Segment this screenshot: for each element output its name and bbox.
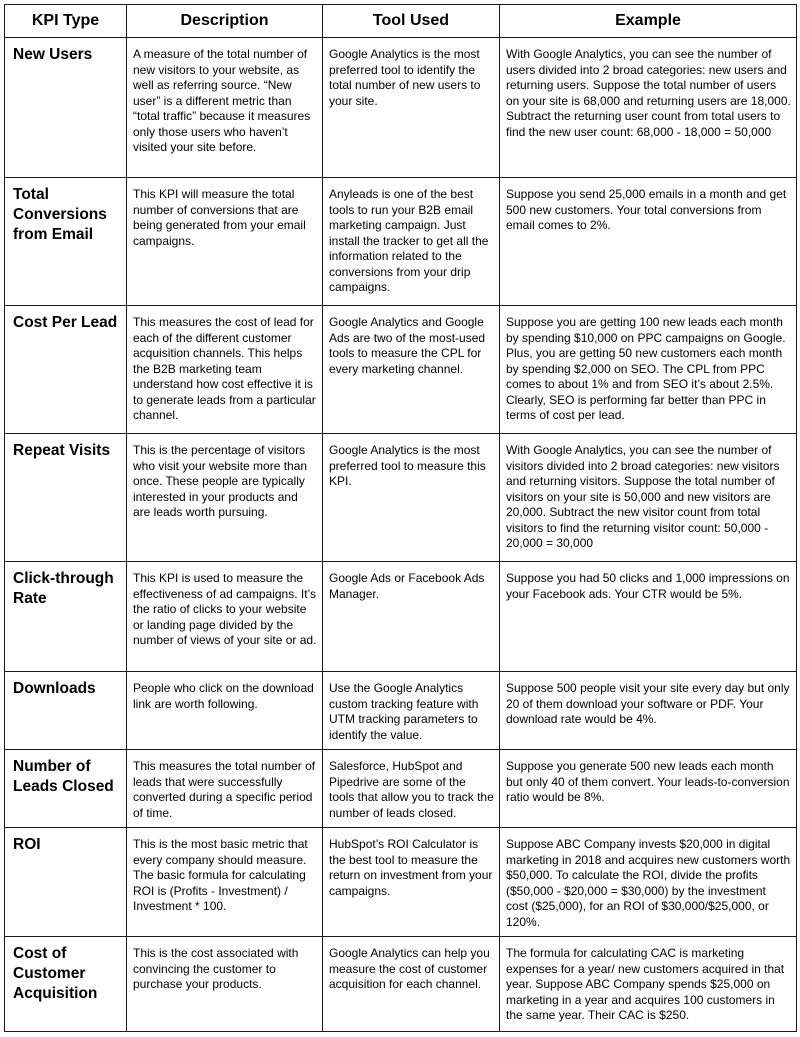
tool-used-cell: Anyleads is one of the best tools to run your B2B email marketing campaign. Just install the tracker to get all the information related to the conversions from your drip campaigns. [323,178,500,306]
table-row [5,38,797,178]
table-row [5,178,797,306]
kpi-type-cell: Cost Per Lead [5,306,127,434]
description-cell: This is the percentage of visitors who visit your website more than once. These people are typically interested in your products and are leads worth pursuing. [127,434,323,562]
example-cell: With Google Analytics, you can see the number of users divided into 2 broad categories: new users and returning users. Suppose the total number of users on your site is 68,000 and returning users are 18,000. Subtract the returning user count from total users to find the new user count: 68,000 - 18,000 = 50,000 [500,38,797,178]
example-cell: With Google Analytics, you can see the number of visitors divided into 2 broad categories: new visitors and returning visitors. Suppose the total number of visitors on your site is 50,000 and new visitors are 20,000. Subtract the new visitor count from total visitors to find the returning visitor count: 50,000 - 20,000 = 30,000 [500,434,797,562]
tool-used-cell: Salesforce, HubSpot and Pipedrive are some of the tools that allow you to track the number of leads closed. [323,750,500,828]
kpi-type-cell: Downloads [5,672,127,750]
kpi-table [4,4,797,1032]
table-row [5,828,797,937]
example-cell: Suppose you generate 500 new leads each month but only 40 of them convert. Your leads-to-conversion ratio would be 8%. [500,750,797,828]
description-cell: This measures the cost of lead for each of the different customer acquisition channels. This helps the B2B marketing team understand how cost effective it is to generate leads from a particular channel. [127,306,323,434]
description-cell: This measures the total number of leads that were successfully converted during a specific period of time. [127,750,323,828]
table-row [5,750,797,828]
example-cell: Suppose you send 25,000 emails in a month and get 500 new customers. Your total conversions from email comes to 2%. [500,178,797,306]
kpi-type-cell: Cost of Customer Acquisition [5,937,127,1032]
kpi-type-cell: Repeat Visits [5,434,127,562]
description-cell: This KPI will measure the total number of conversions that are being generated from your email campaigns. [127,178,323,306]
kpi-type-cell: Click-through Rate [5,562,127,672]
description-cell: This is the most basic metric that every company should measure. The basic formula for calculating ROI is (Profits - Investment) / Investment * 100. [127,828,323,937]
tool-used-cell: HubSpot’s ROI Calculator is the best tool to measure the return on investment from your campaigns. [323,828,500,937]
example-cell: Suppose you had 50 clicks and 1,000 impressions on your Facebook ads. Your CTR would be 5%. [500,562,797,672]
example-cell: Suppose you are getting 100 new leads each month by spending $10,000 on PPC campaigns on Google. Plus, you are getting 50 new customers each month by spending $2,000 on SEO. The CPL from PPC comes to about 1% and from SEO it’s about 2.5%. Clearly, SEO is performing far better than PPC in terms of cost per lead. [500,306,797,434]
header-row [5,5,797,38]
kpi-type-cell: New Users [5,38,127,178]
header-example: Example [500,5,797,38]
description-cell: This KPI is used to measure the effectiveness of ad campaigns. It’s the ratio of clicks to your website or landing page divided by the number of views of your site or ad. [127,562,323,672]
example-cell: The formula for calculating CAC is marketing expenses for a year/ new customers acquired in that year. Suppose ABC Company spends $25,000 on marketing in a year and acquires 100 customers in the same year. Their CAC is $250. [500,937,797,1032]
header-tool-used: Tool Used [323,5,500,38]
table-row [5,562,797,672]
kpi-type-cell: ROI [5,828,127,937]
description-cell: This is the cost associated with convincing the customer to purchase your products. [127,937,323,1032]
kpi-type-cell: Total Conversions from Email [5,178,127,306]
tool-used-cell: Google Analytics can help you measure the cost of customer acquisition for each channel. [323,937,500,1032]
tool-used-cell: Google Analytics and Google Ads are two of the most-used tools to measure the CPL for every marketing channel. [323,306,500,434]
table-row [5,672,797,750]
example-cell: Suppose 500 people visit your site every day but only 20 of them download your software or PDF. Your download rate would be 4%. [500,672,797,750]
tool-used-cell: Google Ads or Facebook Ads Manager. [323,562,500,672]
description-cell: People who click on the download link are worth following. [127,672,323,750]
header-description: Description [127,5,323,38]
tool-used-cell: Google Analytics is the most preferred tool to measure this KPI. [323,434,500,562]
kpi-type-cell: Number of Leads Closed [5,750,127,828]
description-cell: A measure of the total number of new visitors to your website, as well as referring source. “New user” is a different metric than “total traffic” because it measures only those users who haven’t visited your site before. [127,38,323,178]
table-row [5,937,797,1032]
tool-used-cell: Use the Google Analytics custom tracking feature with UTM tracking parameters to identify the value. [323,672,500,750]
table-row [5,306,797,434]
header-kpi-type: KPI Type [5,5,127,38]
tool-used-cell: Google Analytics is the most preferred tool to identify the total number of new users to your site. [323,38,500,178]
example-cell: Suppose ABC Company invests $20,000 in digital marketing in 2018 and acquires new customers worth $50,000. To calculate the ROI, divide the profits ($50,000 - $20,000 = $30,000) by the investment cost ($25,000), for an ROI of $30,000/$25,000, or 120%. [500,828,797,937]
table-row [5,434,797,562]
